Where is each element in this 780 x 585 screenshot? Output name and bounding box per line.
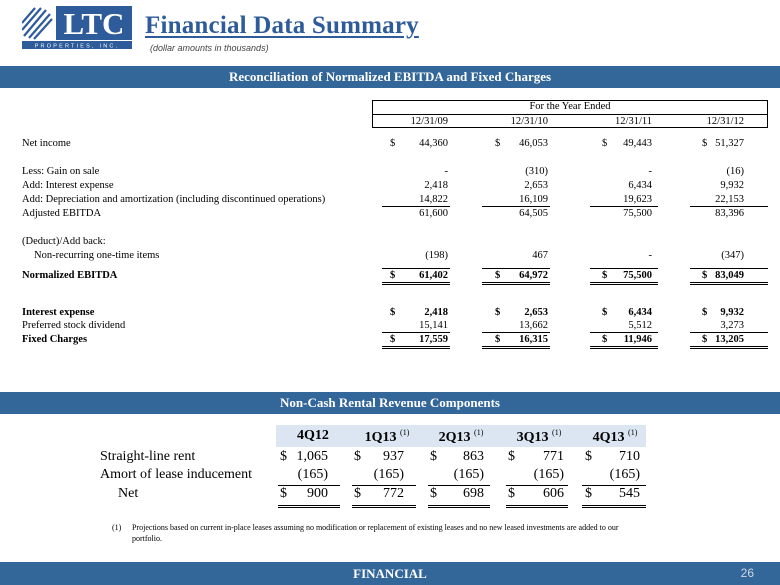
cell-value: 16,109 [519,194,548,205]
cell-value: 2,653 [524,307,548,318]
col-header [353,428,421,446]
currency-symbol: $ [390,270,396,281]
table-row [22,235,768,249]
cell-value: 9,932 [720,180,744,191]
table-rule [482,346,550,347]
cell-value: 2,418 [424,307,448,318]
cell-value: 83,049 [715,270,744,281]
row-label: Straight-line rent [100,449,196,464]
row-label: Non-recurring one-time items [34,250,160,261]
table-rule [506,507,568,508]
cell-value: (310) [525,166,548,177]
cell-value: (165) [453,467,484,482]
col-header: 12/31/09 [410,116,448,127]
table-row [22,249,768,263]
page-title: Financial Data Summary [145,12,419,39]
currency-symbol: $ [354,449,361,464]
col-header [505,428,573,446]
col-header-label: 4Q12 [297,428,329,443]
cell-value: (165) [297,467,328,482]
table-rule [506,505,568,506]
col-header-label: 4Q13 [592,430,625,445]
currency-symbol: $ [702,307,708,318]
cell-value: 772 [383,486,404,501]
table-rule [382,284,450,285]
col-header [581,428,649,446]
cell-value: 2,418 [424,180,448,191]
currency-symbol: $ [495,270,501,281]
currency-symbol: $ [702,270,708,281]
cell-value: 17,559 [419,334,448,345]
cell-value: 698 [463,486,484,501]
row-label: Less: Gain on sale [22,166,100,177]
table-rule [382,332,450,333]
table-rule [482,284,550,285]
table-row [22,333,768,347]
table-rule [582,485,646,486]
col-header-label: 1Q13 [364,430,397,445]
table-row [22,137,768,151]
col-header-label: 2Q13 [438,430,471,445]
cell-value: 5,512 [628,320,652,331]
cell-value: 2,653 [524,180,548,191]
cell-value: 22,153 [715,194,744,205]
page-subtitle: (dollar amounts in thousands) [150,43,269,53]
currency-symbol: $ [508,449,515,464]
cell-value: 3,273 [720,320,744,331]
table-rule [582,507,646,508]
cell-value: 900 [307,486,328,501]
footnote-text: Projections based on current in-place leases assuming no modification or replacement of existing leases and no new leased investments are added to our portfolio. [132,523,619,543]
table-rule [278,505,340,506]
cell-value: (165) [609,467,640,482]
company-logo [22,6,134,50]
currency-symbol: $ [585,449,592,464]
section-ebitda-title: Reconciliation of Normalized EBITDA and Fixed Charges [228,69,552,84]
currency-symbol: $ [280,486,287,501]
col-header [427,428,495,446]
cell-value: 44,360 [419,138,448,149]
table-row [22,207,768,221]
row-label: Interest expense [22,307,95,318]
cell-value: (165) [533,467,564,482]
cell-value: 61,402 [419,270,448,281]
table-rule [590,284,658,285]
row-label: Add: Depreciation and amortization (including discontinued operations) [22,194,326,205]
table-rule [382,282,450,283]
table-rule [690,268,768,269]
cell-value: 1,065 [296,449,328,464]
cell-value: 61,600 [419,208,448,219]
cell-value: 15,141 [419,320,448,331]
row-label: Add: Interest expense [22,180,114,191]
table-rule [352,505,416,506]
currency-symbol: $ [602,138,608,149]
cell-value: 14,822 [419,194,448,205]
currency-symbol: $ [602,307,608,318]
cell-value: 13,205 [715,334,744,345]
cell-value: 46,053 [519,138,548,149]
table-rule [590,332,658,333]
col-header: 12/31/10 [510,116,548,127]
currency-symbol: $ [430,486,437,501]
currency-symbol: $ [280,449,287,464]
footer-label: FINANCIAL [353,566,427,581]
table-rule [582,505,646,506]
currency-symbol: $ [602,270,608,281]
table-rule [428,505,490,506]
currency-symbol: $ [430,449,437,464]
cell-value: 710 [619,449,640,464]
page-number: 26 [740,566,754,580]
currency-symbol: $ [390,307,396,318]
table-rule [590,348,658,349]
table-rule [506,485,568,486]
currency-symbol: $ [702,334,708,345]
table-rule [482,268,550,269]
table-rule [590,346,658,347]
cell-value: 11,946 [623,334,652,345]
column-header-row [22,115,768,129]
cell-value: (347) [721,250,744,261]
cell-value: 19,623 [623,194,652,205]
cell-value: (198) [425,250,448,261]
row-label: (Deduct)/Add back: [22,236,106,247]
table-rule [352,485,416,486]
table-rule [278,485,340,486]
table-rule [382,268,450,269]
col-header: 12/31/11 [615,116,652,127]
row-label: Adjusted EBITDA [22,208,102,219]
table-row [22,319,768,333]
cell-value: 467 [532,250,548,261]
table-rule [690,332,768,333]
table-rule [278,507,340,508]
section-noncash-banner [0,392,780,414]
cell-value: 75,500 [623,270,652,281]
col-header: 12/31/12 [706,116,744,127]
cell-value: 545 [619,486,640,501]
table-rule [690,206,768,207]
footnote-ref: (1) [400,428,410,437]
table-row [22,179,768,193]
table-rule [690,346,768,347]
row-label: Amort of lease inducement [100,467,253,482]
cell-value: 64,972 [519,270,548,281]
cell-value: 49,443 [623,138,652,149]
table-rule [482,348,550,349]
footer-banner [0,562,780,585]
footnote-ref: (1) [474,428,484,437]
cell-value: 9,932 [720,307,744,318]
table-rule [382,348,450,349]
cell-value: - [444,166,448,177]
footnote-ref: (1) [552,428,562,437]
table-rule [590,268,658,269]
table-rule [428,507,490,508]
footnote-ref: (1) [628,428,638,437]
period-header: For the Year Ended [529,101,611,112]
cell-value: 13,662 [519,320,548,331]
logo-mark-icon [22,6,134,50]
cell-value: 16,315 [519,334,548,345]
cell-value: 6,434 [628,180,652,191]
row-label: Net income [22,138,71,149]
cell-value: 606 [543,486,564,501]
cell-value: - [648,166,652,177]
section-ebitda-banner [0,66,780,88]
cell-value: (16) [726,166,744,177]
currency-symbol: $ [508,486,515,501]
section-noncash-title: Non-Cash Rental Revenue Components [280,395,500,410]
currency-symbol: $ [390,138,396,149]
table-rule [382,206,450,207]
col-header-label: 3Q13 [516,430,549,445]
cell-value: (165) [373,467,404,482]
table-row [22,193,768,207]
row-label: Normalized EBITDA [22,270,118,281]
table-rule [690,284,768,285]
cell-value: 51,327 [715,138,744,149]
currency-symbol: $ [354,486,361,501]
table-rule [428,485,490,486]
cell-value: 937 [383,449,404,464]
table-rule [482,332,550,333]
table-rule [352,507,416,508]
currency-symbol: $ [495,138,501,149]
table-rule [382,346,450,347]
row-label: Fixed Charges [22,334,88,345]
currency-symbol: $ [495,307,501,318]
table-rule [590,282,658,283]
currency-symbol: $ [390,334,396,345]
cell-value: 771 [543,449,564,464]
table-row [22,165,768,179]
table-rule [590,206,658,207]
col-header [279,428,347,444]
table-rule [690,282,768,283]
cell-value: 6,434 [628,307,652,318]
cell-value: 863 [463,449,484,464]
cell-value: 75,500 [623,208,652,219]
currency-symbol: $ [702,138,708,149]
currency-symbol: $ [495,334,501,345]
logo-subtext: PROPERTIES, INC. [34,43,120,50]
currency-symbol: $ [602,334,608,345]
logo-text: LTC [63,6,125,41]
cell-value: 83,396 [715,208,744,219]
cell-value: - [648,250,652,261]
row-label: Preferred stock dividend [22,320,126,331]
row-label: Net [118,486,139,501]
currency-symbol: $ [585,486,592,501]
table-row [22,306,768,320]
table-rule [690,348,768,349]
table-row [22,269,768,283]
table-rule [482,206,550,207]
table-rule [482,282,550,283]
cell-value: 64,505 [519,208,548,219]
footnote-mark: (1) [112,523,122,532]
